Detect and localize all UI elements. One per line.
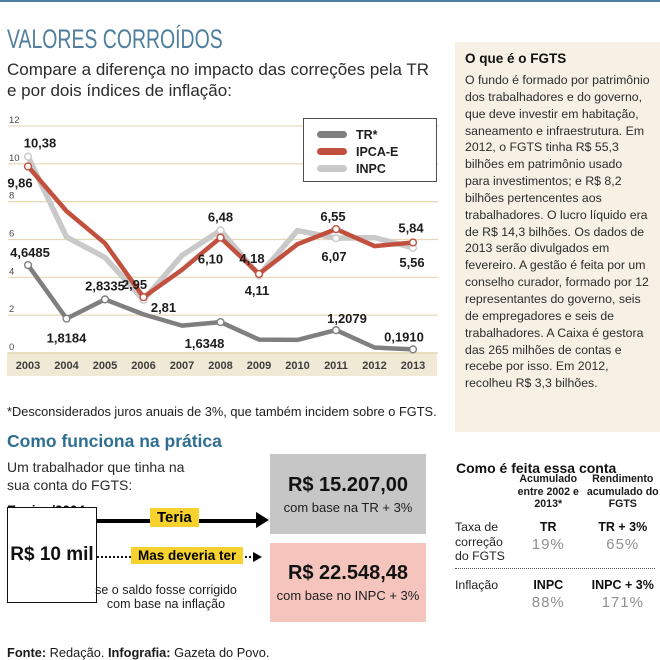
data-point-label: 6,55 — [320, 209, 345, 224]
legend-label: INPC — [356, 162, 386, 176]
x-tick-label: 2003 — [16, 360, 40, 372]
data-point-label: 4,18 — [239, 251, 264, 266]
solid-arrow-head-icon — [256, 512, 269, 528]
conta-cell-name: INPC — [511, 578, 586, 592]
data-point-label: 2,81 — [151, 300, 176, 315]
data-point-marker — [410, 239, 417, 246]
x-tick-label: 2004 — [54, 360, 79, 372]
legend-item — [317, 160, 436, 177]
x-tick-label: 2005 — [93, 360, 117, 372]
data-point-label: 9,86 — [7, 175, 32, 190]
legend-label: IPCA-E — [356, 145, 398, 159]
conta-cell-value: 171% — [586, 594, 660, 611]
conta-table-title: Como é feita essa conta — [456, 460, 616, 476]
legend-swatch-icon — [317, 148, 347, 155]
top-rule — [0, 0, 660, 2]
start-amount-box — [7, 507, 97, 603]
legend-swatch-icon — [317, 165, 347, 172]
data-point-label: 5,84 — [398, 221, 424, 236]
start-amount: R$ 10 mil — [10, 544, 93, 566]
fgts-info-title: O que é o FGTS — [465, 51, 650, 66]
x-tick-label: 2008 — [208, 360, 232, 372]
practica-section-title: Como funciona na prática — [7, 431, 222, 452]
data-point-marker — [256, 271, 263, 278]
y-tick-label: 10 — [9, 153, 20, 164]
legend-item — [317, 143, 436, 160]
conta-table-row-correcao — [455, 520, 660, 564]
legend-item — [317, 126, 436, 143]
data-point-marker — [25, 153, 32, 160]
data-point-label: 5,56 — [399, 255, 424, 270]
data-point-marker — [140, 294, 147, 301]
data-point-label: 10,38 — [24, 136, 57, 151]
fgts-info-body: O fundo é formado por patrimônio dos trabalhadores e do governo, que deve investir em habitação, saneamento e infraestrutura. Em 2012, o FGTS tinha R$ 55,3 bilhões em patrimônio usado para investimentos; e R$ 8,2 bilhões pertencentes aos trabalhadores. O lucro líquido era de R$ 14,3 bilhões. Os dados de 2013 serão divulgados em fevereiro. A gestão é feita por um conselho curador, formado por 12 representantes do governo, seis de empregadores e seis de trabalhadores. A Caixa é gestora das 265 milhões de contas e recebe por isso. Em 2012, recolheu R$ 3,3 bilhões. — [465, 72, 650, 392]
data-point-label: 6,07 — [321, 249, 346, 264]
conta-table-row-inflacao — [455, 578, 660, 611]
data-point-label: 2,95 — [122, 277, 147, 292]
conta-dotted-divider — [455, 568, 655, 569]
x-tick-label: 2013 — [401, 360, 425, 372]
y-tick-label: 8 — [9, 191, 14, 202]
x-tick-label: 2012 — [362, 360, 386, 372]
result-tr-value: R$ 15.207,00 — [288, 474, 408, 497]
data-point-marker — [102, 296, 109, 303]
legend-swatch-icon — [317, 131, 347, 138]
arrow1-label: Teria — [150, 508, 199, 527]
page-subtitle: Compare a diferença no impacto das correções pela TR e por dois índices de inflação: — [7, 59, 437, 102]
arrow2-label: Mas deveria ter — [131, 547, 243, 564]
conta-cell-value: 88% — [511, 594, 586, 611]
conta-cell-value: 19% — [511, 536, 586, 553]
practica-intro: Um trabalhador que tinha na sua conta do FGTS: — [7, 458, 192, 494]
conta-cell-name: TR + 3% — [586, 520, 660, 534]
conta-row-label: Inflação — [455, 578, 511, 611]
y-tick-label: 2 — [9, 304, 14, 315]
infografia-label: Infografia: — [108, 645, 171, 660]
data-point-label: 1,8184 — [47, 331, 88, 346]
conta-row-label: Taxa de correção do FGTS — [455, 520, 511, 564]
data-point-marker — [333, 226, 340, 233]
result-box-inpc — [270, 543, 426, 622]
data-point-label: 4,6485 — [10, 245, 50, 260]
data-point-marker — [410, 346, 417, 353]
data-point-label: 4,11 — [245, 283, 270, 298]
data-point-label: 2,8335 — [85, 278, 125, 293]
data-point-label: 1,2079 — [327, 311, 367, 326]
data-point-marker — [217, 319, 224, 326]
y-tick-label: 12 — [9, 115, 20, 126]
result-tr-caption: com base na TR + 3% — [284, 500, 413, 515]
infografia-text: Gazeta do Povo. — [174, 645, 269, 660]
data-point-marker — [25, 163, 32, 170]
data-point-marker — [217, 234, 224, 241]
data-point-marker — [25, 262, 32, 269]
conta-cell-name: INPC + 3% — [586, 578, 660, 592]
conta-header-spacer — [455, 473, 511, 511]
data-point-label: 1,6348 — [185, 336, 225, 351]
data-point-label: 0,1910 — [384, 329, 424, 344]
result-inpc-caption: com base no INPC + 3% — [277, 588, 420, 603]
y-tick-label: 6 — [9, 228, 14, 239]
result-box-tr — [270, 454, 426, 534]
fgts-info-panel — [455, 42, 660, 432]
data-point-label: 6,48 — [208, 209, 233, 224]
conta-cell-value: 65% — [586, 536, 660, 553]
chart-legend — [303, 118, 437, 182]
y-tick-label: 0 — [9, 342, 14, 353]
x-tick-label: 2011 — [324, 360, 348, 372]
conta-col-header-1: Acumulado entre 2002 e 2013* — [511, 473, 586, 511]
dotted-arrow-head-icon — [253, 552, 262, 562]
page-title: VALORES CORROÍDOS — [7, 24, 223, 55]
x-tick-label: 2006 — [131, 360, 155, 372]
data-point-marker — [63, 315, 70, 322]
arrow2-caption: se o saldo fosse corrigido com base na inflação — [95, 583, 237, 613]
data-point-label: 6,10 — [198, 252, 223, 267]
conta-table-header-row — [455, 473, 660, 511]
y-tick-label: 4 — [9, 266, 14, 277]
x-tick-label: 2009 — [247, 360, 271, 372]
chart-footnote: *Desconsiderados juros anuais de 3%, que também incidem sobre o FGTS. — [7, 404, 447, 419]
conta-col-header-2: Rendimento acumulado do FGTS — [586, 473, 660, 511]
result-inpc-value: R$ 22.548,48 — [288, 562, 408, 585]
x-tick-label: 2010 — [285, 360, 309, 372]
x-tick-label: 2007 — [170, 360, 194, 372]
legend-label: TR* — [356, 128, 378, 142]
conta-cell-name: TR — [511, 520, 586, 534]
fonte-text: Redação. — [50, 645, 105, 660]
data-point-marker — [333, 327, 340, 334]
fonte-label: Fonte: — [7, 645, 46, 660]
data-point-marker — [333, 235, 340, 242]
data-point-marker — [217, 227, 224, 234]
